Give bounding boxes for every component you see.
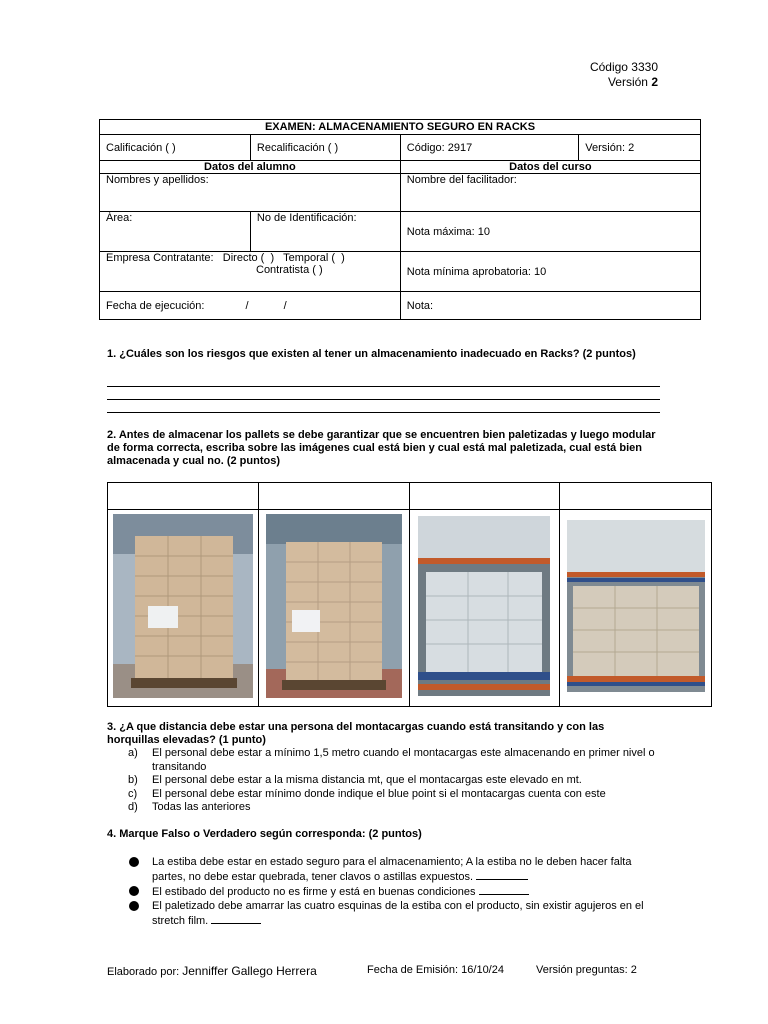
- empresa-line-1: Empresa Contratante: Directo ( ) Temporal ( ): [106, 252, 345, 264]
- bullet-icon: [129, 857, 139, 867]
- tf-answer-blank-2[interactable]: [479, 884, 529, 895]
- fecha-separator-1: /: [245, 299, 249, 312]
- tf-item-3-text: El paletizado debe amarrar las cuatro esquinas de la estiba con el producto, sin existir agujeros en el stretch film.: [152, 900, 644, 927]
- option-a[interactable]: [128, 747, 668, 774]
- question-4-items: [128, 855, 668, 928]
- option-c-letter: c): [128, 787, 138, 800]
- pallet-images-table: [107, 482, 712, 707]
- option-d-letter: d): [128, 801, 138, 813]
- nota-field[interactable]: Nota:: [400, 292, 700, 320]
- codigo-cell: Código: 2917: [400, 135, 578, 161]
- footer-fecha-emision: Fecha de Emisión: 16/10/24: [367, 964, 504, 976]
- exam-header-table: [99, 119, 701, 320]
- option-c[interactable]: [128, 788, 668, 802]
- elaborado-name: Jenniffer Gallego Herrera: [182, 964, 317, 978]
- elaborado-label: Elaborado por:: [107, 966, 180, 978]
- question-4: 4. Marque Falso o Verdadero según corresponda: (2 puntos): [107, 828, 422, 840]
- fecha-label: Fecha de ejecución:: [106, 299, 205, 312]
- document-version: Versión 2: [607, 75, 658, 89]
- tf-item-2-text: El estibado del producto no es firme y está en buenas condiciones: [152, 886, 476, 898]
- option-c-text: El personal debe estar mínimo donde indique el blue point si el montacargas cuenta con este: [152, 787, 606, 800]
- question-1: 1. ¿Cuáles son los riesgos que existen al tener un almacenamiento inadecuado en Racks? (2 puntos): [107, 348, 636, 360]
- area-field[interactable]: Área:: [100, 212, 251, 252]
- tf-item-2: [128, 884, 668, 899]
- fecha-separator-2: /: [283, 299, 287, 312]
- option-b[interactable]: [128, 774, 668, 788]
- rack-photo-3: [418, 516, 550, 696]
- datos-alumno-heading: Datos del alumno: [100, 161, 401, 174]
- pallet-photo-2: [266, 514, 402, 698]
- document-code-block: [590, 60, 658, 90]
- tf-answer-blank-3[interactable]: [211, 913, 261, 924]
- datos-curso-heading: Datos del curso: [400, 161, 700, 174]
- question-3-options: [128, 747, 668, 815]
- tf-item-3: [128, 899, 668, 928]
- answer-line-3[interactable]: [107, 412, 660, 413]
- answer-line-1[interactable]: [107, 386, 660, 387]
- nombres-field[interactable]: Nombres y apellidos:: [100, 174, 401, 212]
- question-2: 2. Antes de almacenar los pallets se debe garantizar que se encuentren bien paletizadas y luego modular de forma correcta, escriba sobre las imágenes cual está bien y cual está mal paletizada, cual está bien almacenada y cual no. (2 puntos): [107, 429, 656, 467]
- document-code: Código 3330: [589, 60, 658, 74]
- nota-maxima-cell: Nota máxima: 10: [400, 212, 700, 252]
- exam-title: EXAMEN: ALMACENAMIENTO SEGURO EN RACKS: [100, 120, 701, 135]
- answer-line-2[interactable]: [107, 399, 660, 400]
- image-answer-box-1[interactable]: [108, 483, 259, 510]
- rack-photo-4: [567, 520, 705, 692]
- version-cell: Versión: 2: [579, 135, 701, 161]
- fecha-field[interactable]: [100, 292, 401, 320]
- bullet-icon: [129, 886, 139, 896]
- footer-version-preguntas: Versión preguntas: 2: [536, 964, 637, 976]
- calificacion-field[interactable]: Calificación ( ): [100, 135, 251, 161]
- image-answer-box-2[interactable]: [258, 483, 409, 510]
- nota-minima-cell: Nota mínima aprobatoria: 10: [400, 252, 700, 292]
- empresa-field[interactable]: [100, 252, 401, 292]
- question-3: 3. ¿A que distancia debe estar una persona del montacargas cuando está transitando y con las horquillas elevadas? (1 punto): [107, 721, 605, 746]
- footer-elaborado: [107, 964, 317, 978]
- option-b-letter: b): [128, 774, 138, 786]
- empresa-line-2: Contratista ( ): [256, 264, 323, 276]
- tf-answer-blank-1[interactable]: [476, 869, 528, 880]
- option-d[interactable]: [128, 801, 668, 815]
- option-a-letter: a): [128, 747, 138, 759]
- image-answer-box-4[interactable]: [560, 483, 712, 510]
- option-a-text: El personal debe estar a mínimo 1,5 metro cuando el montacargas este almacenando en primer nivel o transitando: [152, 747, 655, 773]
- option-d-text: Todas las anteriores: [152, 801, 251, 813]
- option-b-text: El personal debe estar a la misma distancia mt, que el montacargas este elevado en mt.: [152, 774, 582, 786]
- facilitador-field[interactable]: Nombre del facilitador:: [400, 174, 700, 212]
- recalificacion-field[interactable]: Recalificación ( ): [250, 135, 400, 161]
- bullet-icon: [129, 901, 139, 911]
- image-answer-box-3[interactable]: [409, 483, 560, 510]
- tf-item-1: [128, 855, 668, 884]
- pallet-photo-1: [113, 514, 253, 698]
- tf-item-1-text: La estiba debe estar en estado seguro para el almacenamiento; A la estiba no le deben hacer falta partes, no debe estar quebrada, tener clavos o astillas expuestos.: [152, 856, 632, 883]
- identificacion-field[interactable]: No de Identificación:: [250, 212, 400, 252]
